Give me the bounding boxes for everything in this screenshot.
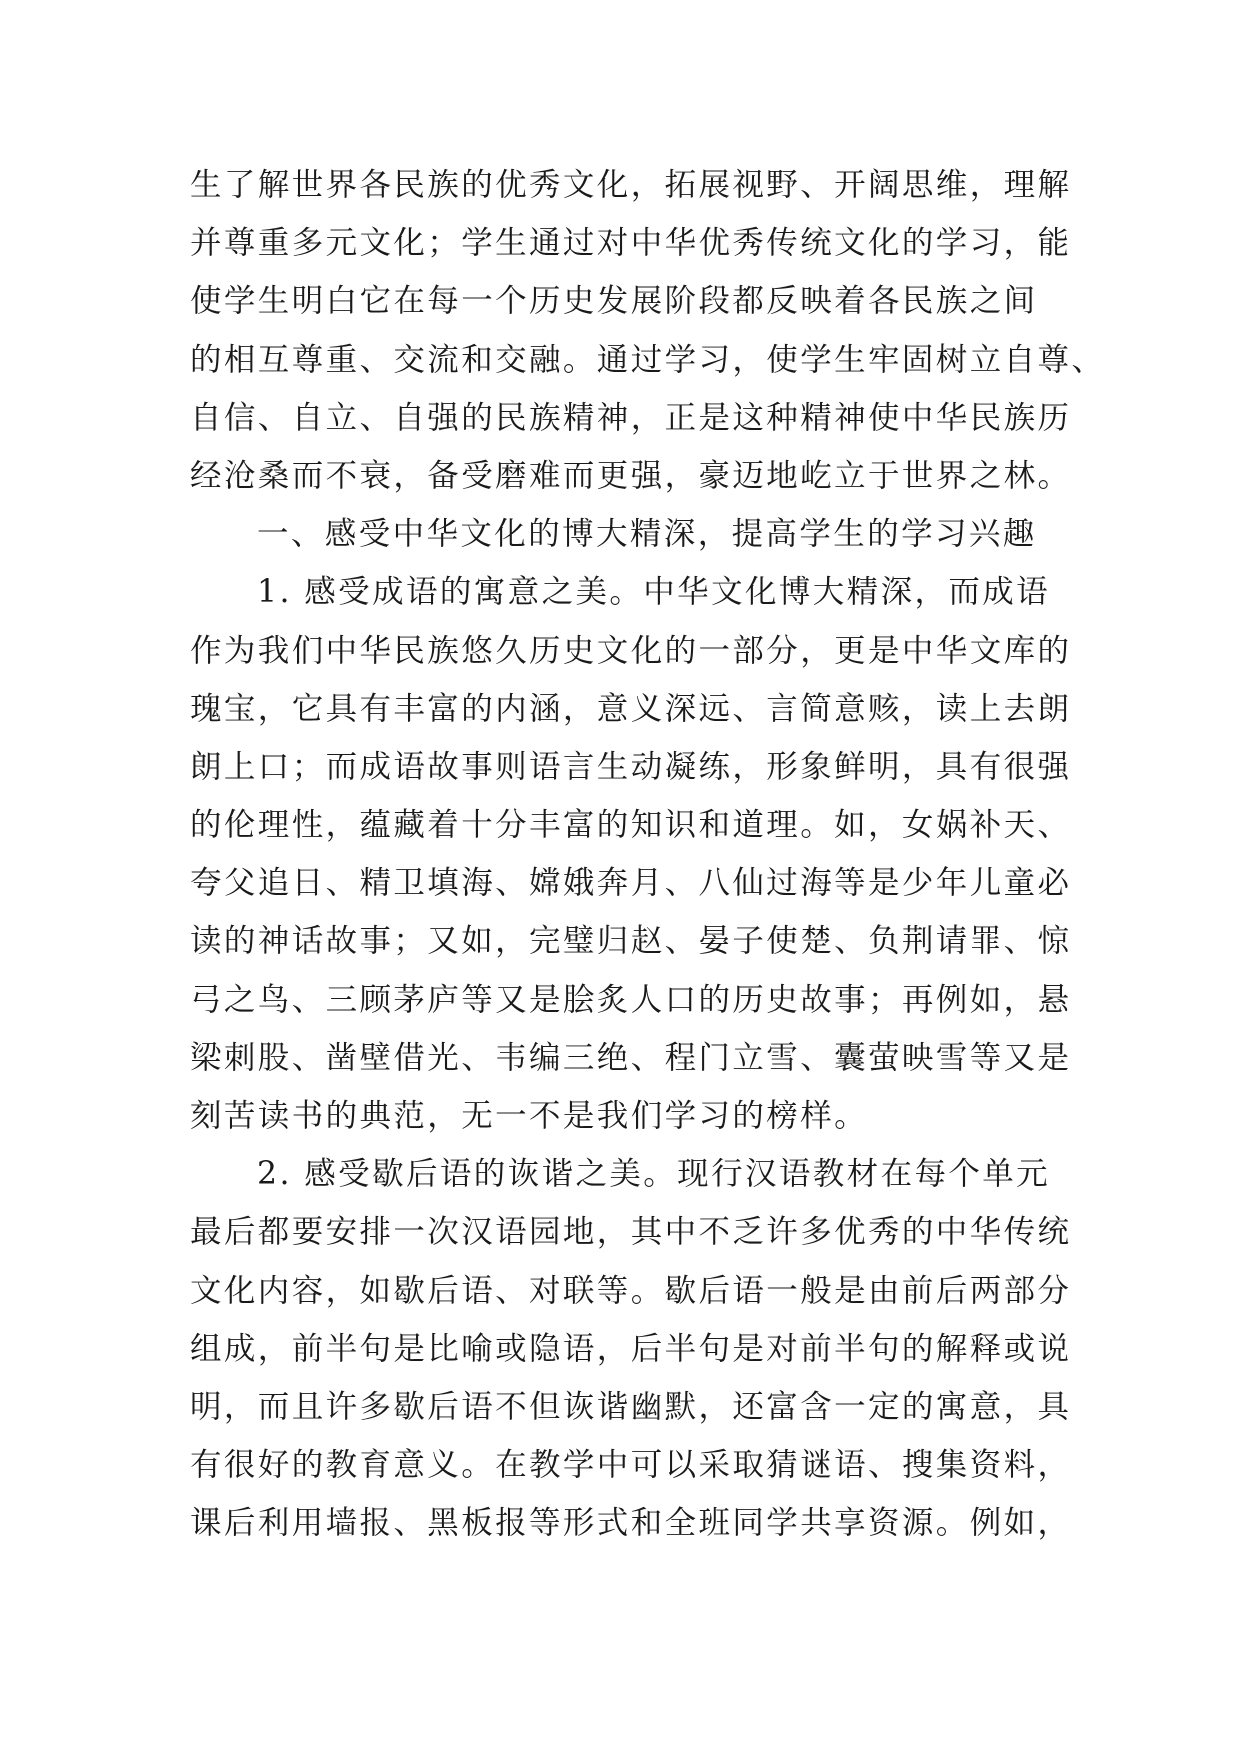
- text-line: 作为我们中华民族悠久历史文化的一部分，更是中华文库的: [190, 632, 1072, 669]
- text-line: 的相互尊重、交流和交融。通过学习，使学生牢固树立自尊、: [190, 341, 1106, 378]
- text-line: 使学生明白它在每一个历史发展阶段都反映着各民族之间: [190, 283, 1038, 320]
- section-heading: 一、感受中华文化的博大精深，提高学生的学习兴趣: [257, 516, 1037, 553]
- text-line: 经沧桑而不衰，备受磨难而更强，豪迈地屹立于世界之林。: [190, 457, 1072, 494]
- text-line: 读的神话故事；又如，完璧归赵、晏子使楚、负荆请罪、惊: [190, 923, 1072, 960]
- text-line: 文化内容，如歇后语、对联等。歇后语一般是由前后两部分: [190, 1272, 1072, 1309]
- text-line: 有很好的教育意义。在教学中可以采取猜谜语、搜集资料，: [190, 1447, 1072, 1484]
- text-line: 瑰宝，它具有丰富的内涵，意义深远、言简意赅，读上去朗: [190, 690, 1072, 727]
- text-line: 弓之鸟、三顾茅庐等又是脍炙人口的历史故事；再例如，悬: [190, 981, 1072, 1018]
- text-line: 自信、自立、自强的民族精神，正是这种精神使中华民族历: [190, 399, 1072, 436]
- text-line: 刻苦读书的典范，无一不是我们学习的榜样。: [190, 1098, 869, 1134]
- text-line: 并尊重多元文化；学生通过对中华优秀传统文化的学习，能: [190, 225, 1072, 262]
- paragraph-first-line: 1. 感受成语的寓意之美。中华文化博大精深，而成语: [257, 574, 1051, 611]
- text-line: 梁刺股、凿壁借光、韦编三绝、程门立雪、囊萤映雪等又是: [190, 1039, 1072, 1076]
- paragraph-first-line: 2. 感受歇后语的诙谐之美。现行汉语教材在每个单元: [257, 1156, 1051, 1193]
- text-line: 明，而且许多歇后语不但诙谐幽默，还富含一定的寓意，具: [190, 1388, 1072, 1425]
- text-line: 最后都要安排一次汉语园地，其中不乏许多优秀的中华传统: [190, 1214, 1072, 1251]
- text-line: 夸父追日、精卫填海、嫦娥奔月、八仙过海等是少年儿童必: [190, 865, 1072, 902]
- text-line: 朗上口；而成语故事则语言生动凝练，形象鲜明，具有很强: [190, 748, 1072, 785]
- text-line: 课后利用墙报、黑板报等形式和全班同学共享资源。例如，: [190, 1505, 1072, 1542]
- text-line: 生了解世界各民族的优秀文化，拓展视野、开阔思维，理解: [190, 167, 1072, 203]
- text-line: 组成，前半句是比喻或隐语，后半句是对前半句的解释或说: [190, 1330, 1072, 1367]
- body-text: [190, 156, 1106, 1553]
- text-line: 的伦理性，蕴藏着十分丰富的知识和道理。如，女娲补天、: [190, 807, 1072, 844]
